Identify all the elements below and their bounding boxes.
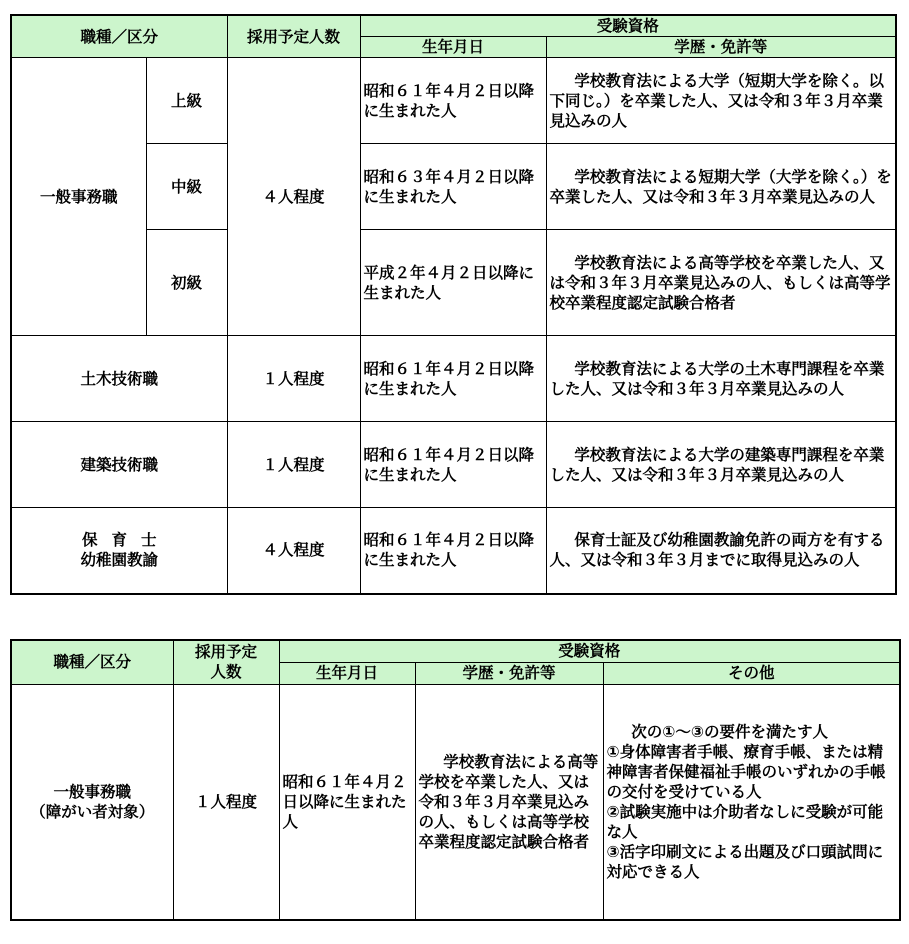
header-birth: 生年月日 xyxy=(279,662,415,684)
education-cell: 学校教育法による大学（短期大学を除く。以下同じ。）を卒業した人、又は令和３年３月卒業見込みの人 xyxy=(546,58,896,144)
table-row xyxy=(11,684,900,920)
job-nursery-line1: 保育士 xyxy=(82,531,171,550)
hires-nursery: ４人程度 xyxy=(227,508,360,594)
table-row xyxy=(11,336,896,422)
header-hires xyxy=(173,640,279,684)
education-cell: 学校教育法による高等学校を卒業した人、又は令和３年３月卒業見込みの人、もしくは高等学校卒業程度認定試験合格者 xyxy=(546,230,896,336)
header-category: 職種／区分 xyxy=(11,640,173,684)
level-senior: 上級 xyxy=(146,58,227,144)
condition-item: ①身体障害者手帳、療育手帳、または精神障害者保健福祉手帳のいずれかの手帳の交付を受けている人 xyxy=(606,742,886,801)
level-junior: 初級 xyxy=(146,230,227,336)
table-row xyxy=(11,58,896,144)
header-education: 学歴・免許等 xyxy=(546,37,896,58)
level-middle: 中級 xyxy=(146,144,227,230)
header-qualification: 受験資格 xyxy=(279,640,900,662)
birth-cell: 昭和６１年４月２日以降に生まれた人 xyxy=(360,422,546,508)
job-general-disability xyxy=(11,684,173,920)
condition-item: ③活字印刷文による出題及び口頭試問に対応できる人 xyxy=(606,842,884,881)
recruitment-table xyxy=(10,14,897,595)
disability-recruitment-table xyxy=(10,639,901,921)
education-cell: 保育士証及び幼稚園教諭免許の両方を有する人、又は令和３年３月までに取得見込みの人 xyxy=(546,508,896,594)
birth-cell: 昭和６１年４月２日以降に生まれた人 xyxy=(360,58,546,144)
job-nursery xyxy=(11,508,227,594)
header-hires: 採用予定人数 xyxy=(227,15,360,58)
job-general-office: 一般事務職 xyxy=(11,58,146,336)
birth-cell: 平成２年４月２日以降に生まれた人 xyxy=(360,230,546,336)
conditions-cell xyxy=(603,684,900,920)
job-architecture: 建築技術職 xyxy=(11,422,227,508)
header-hires-line2: 人数 xyxy=(210,663,242,682)
condition-item: ②試験実施中は介助者なしに受験が可能な人 xyxy=(606,802,884,841)
birth-cell: 昭和６１年４月２日以降に生まれた人 xyxy=(360,336,546,422)
job-nursery-line2: 幼稚園教諭 xyxy=(80,551,159,570)
birth-cell: 昭和６１年４月２日以降に生まれた人 xyxy=(279,684,415,920)
education-cell: 学校教育法による短期大学（大学を除く。）を卒業した人、又は令和３年３月卒業見込みの人 xyxy=(546,144,896,230)
job-line1: 一般事務職 xyxy=(53,782,131,801)
header-education: 学歴・免許等 xyxy=(415,662,603,684)
header-qualification: 受験資格 xyxy=(360,15,896,37)
table-row xyxy=(11,508,896,594)
header-birth: 生年月日 xyxy=(360,37,546,58)
table-row xyxy=(11,422,896,508)
hires-general: ４人程度 xyxy=(227,58,360,336)
education-cell: 学校教育法による大学の土木専門課程を卒業した人、又は令和３年３月卒業見込みの人 xyxy=(546,336,896,422)
header-other: その他 xyxy=(603,662,900,684)
hires-disability: １人程度 xyxy=(173,684,279,920)
hires-civil: １人程度 xyxy=(227,336,360,422)
birth-cell: 昭和６１年４月２日以降に生まれた人 xyxy=(360,508,546,594)
birth-cell: 昭和６３年４月２日以降に生まれた人 xyxy=(360,144,546,230)
job-civil-engineering: 土木技術職 xyxy=(11,336,227,422)
education-cell: 学校教育法による大学の建築専門課程を卒業した人、又は令和３年３月卒業見込みの人 xyxy=(546,422,896,508)
conditions-intro: 次の①～③の要件を満たす人 xyxy=(631,722,829,741)
header-category: 職種／区分 xyxy=(11,15,227,58)
hires-architecture: １人程度 xyxy=(227,422,360,508)
job-line2: （障がい者対象） xyxy=(30,802,155,821)
education-cell: 学校教育法による高等学校を卒業した人、又は令和３年３月卒業見込みの人、もしくは高等学校卒業程度認定試験合格者 xyxy=(415,684,603,920)
header-hires-line1: 採用予定 xyxy=(194,643,257,662)
